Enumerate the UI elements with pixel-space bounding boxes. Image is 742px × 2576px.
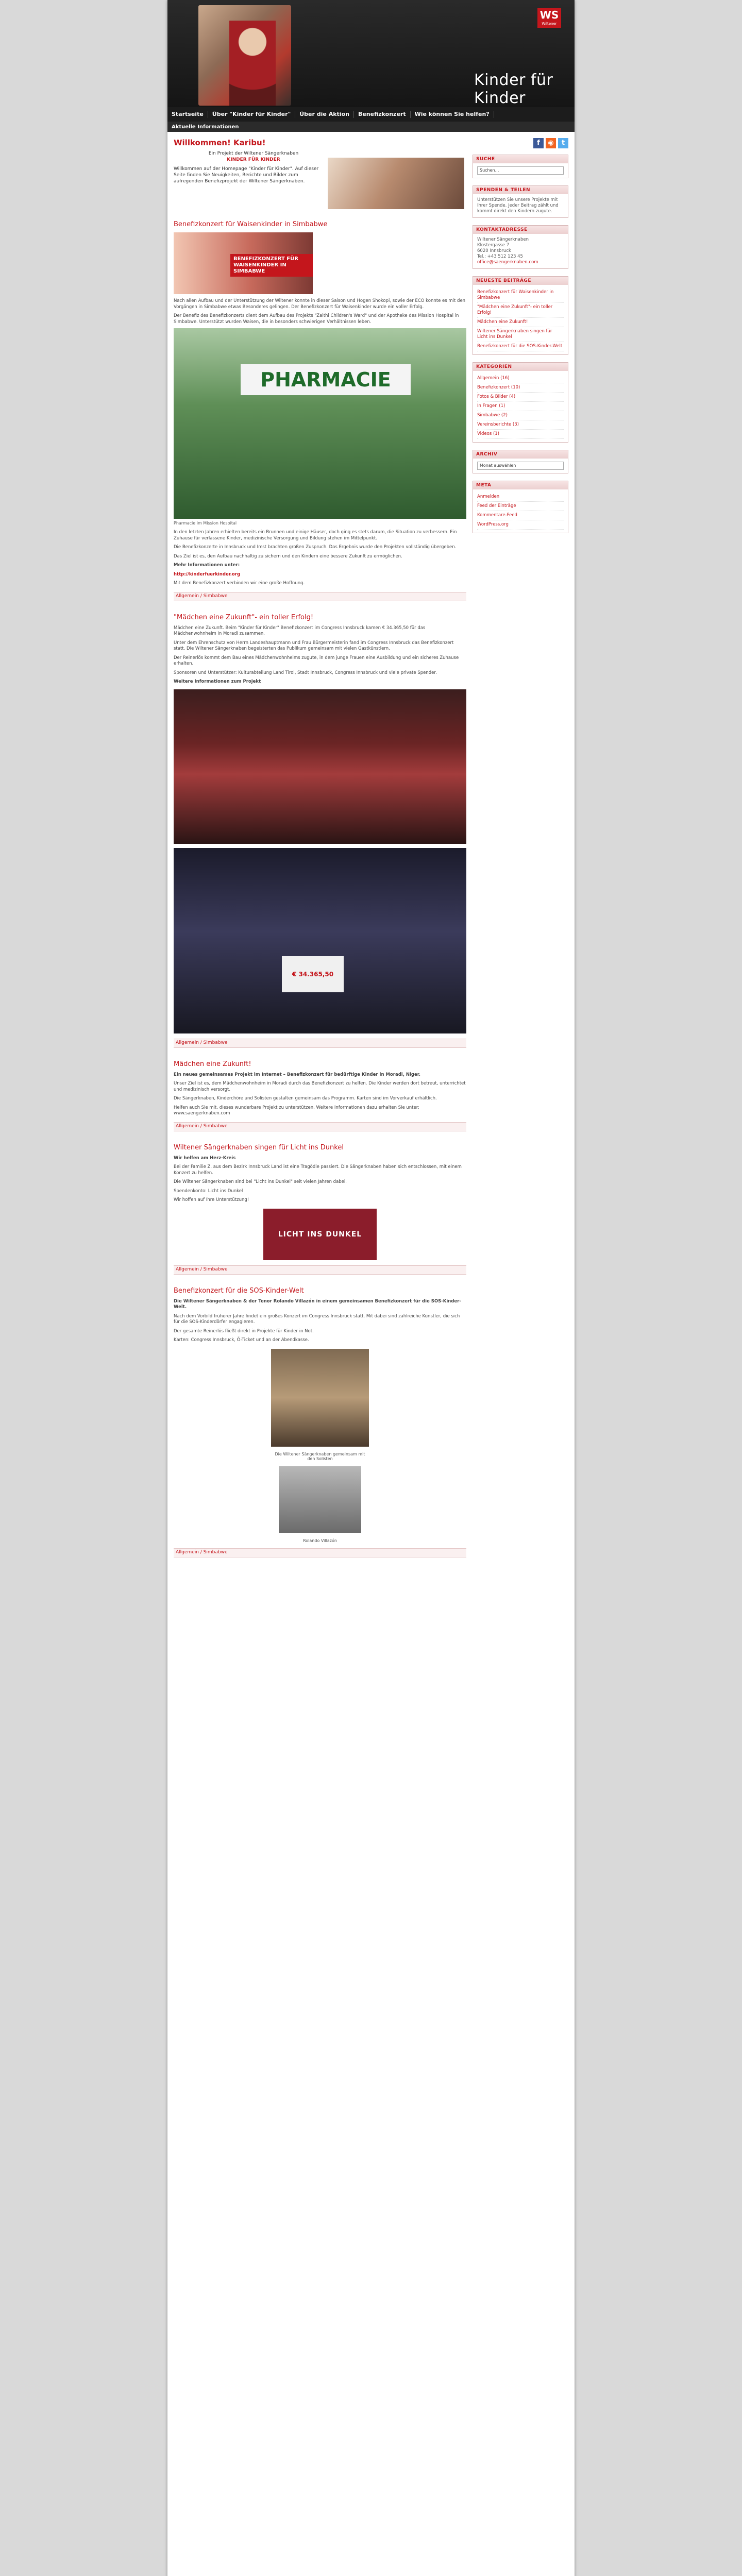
box-title: KONTAKTADRESSE: [473, 226, 568, 234]
post-title[interactable]: Benefizkonzert für die SOS-Kinder-Welt: [174, 1286, 304, 1295]
site-logo[interactable]: [537, 8, 561, 28]
post-paragraph: Die Wiltener Sängerknaben & der Tenor Rolando Villazón in einem gemeinsamen Benefizkonzert für die SOS-Kinder-Welt.: [174, 1298, 461, 1310]
box-title: NEUESTE BEITRÄGE: [473, 277, 568, 285]
nav-item-startseite[interactable]: Startseite: [167, 111, 208, 118]
header-banner: [167, 0, 575, 107]
nav-item-helfen[interactable]: Wie können Sie helfen?: [411, 111, 494, 118]
recent-posts-box: [473, 276, 568, 355]
recent-post-link[interactable]: Benefizkonzert für Waisenkinder in Simbabwe: [477, 288, 564, 303]
post-paragraph: Unser Ziel ist es, dem Mädchenwohnheim in Moradi durch das Benefizkonzert zu helfen. Die Kinder werden dort betreut, unterrichtet und medizinisch versorgt.: [174, 1081, 466, 1092]
recent-post-link[interactable]: Benefizkonzert für die SOS-Kinder-Welt: [477, 342, 564, 351]
post-paragraph: Helfen auch Sie mit, dieses wunderbare Projekt zu unterstützen. Weitere Informationen dazu erhalten Sie unter: www.saengerknaben.com: [174, 1105, 419, 1116]
post-paragraph: Der gesamte Reinerlös fließt direkt in Projekte für Kinder in Not.: [174, 1328, 314, 1334]
box-title: KATEGORIEN: [473, 363, 568, 371]
box-title: SPENDEN & TEILEN: [473, 186, 568, 194]
meta-link[interactable]: Kommentare-Feed: [477, 511, 564, 520]
recent-post-link[interactable]: Wiltener Sängerknaben singen für Licht ins Dunkel: [477, 327, 564, 342]
welcome-line-1: Ein Projekt der Wiltener Sängerknaben: [208, 151, 299, 156]
post-meta[interactable]: Allgemein / Simbabwe: [174, 1548, 466, 1557]
post-paragraph: Spendenkonto: Licht ins Dunkel: [174, 1188, 243, 1194]
box-title: SUCHE: [473, 155, 568, 163]
post-paragraph: Die Wiltener Sängerknaben sind bei "Licht ins Dunkel" seit vielen Jahren dabei.: [174, 1179, 347, 1184]
meta-link[interactable]: Feed der Einträge: [477, 502, 564, 511]
post-meta[interactable]: Allgemein / Simbabwe: [174, 1265, 466, 1275]
contact-box: [473, 225, 568, 269]
post-paragraph: Mädchen eine Zukunft. Beim "Kinder für Kinder" Benefizkonzert im Congress Innsbruck kamen € 34.365,50 für das Mädchenwohnheim in Moradi zusammen.: [174, 625, 426, 636]
welcome-section: [174, 150, 466, 212]
logo-subtext: Wiltener: [542, 22, 557, 26]
subnav-item-aktuell[interactable]: Aktuelle Informationen: [172, 124, 239, 130]
welcome-photo: [328, 158, 464, 209]
page-frame: [167, 0, 575, 2576]
category-link[interactable]: Benefizkonzert (10): [477, 383, 564, 393]
welcome-intro: [179, 150, 328, 163]
meta-box: [473, 481, 568, 533]
post-paragraph: Wir hoffen auf Ihre Unterstützung!: [174, 1197, 249, 1202]
check-card: € 34.365,50: [282, 956, 344, 992]
category-link[interactable]: Simbabwe (2): [477, 411, 564, 420]
nav-item-aktion[interactable]: Über die Aktion: [295, 111, 354, 118]
post-maedchen-erfolg: [174, 614, 466, 1048]
donation-text: Unterstützen Sie unsere Projekte mit Ihrer Spende. Jeder Beitrag zählt und kommt direkt den Kindern zugute.: [477, 197, 559, 214]
benefiz-banner-image: [174, 232, 313, 294]
post-paragraph: Mehr Informationen unter:: [174, 563, 240, 568]
search-input[interactable]: Suchen...: [477, 166, 564, 175]
banner-photo-child: [229, 21, 276, 106]
post-meta[interactable]: Allgemein / Simbabwe: [174, 1039, 466, 1048]
welcome-body: Willkommen auf der Homepage "Kinder für Kinder". Auf dieser Seite finden Sie Neuigkeiten, Berichte und Bilder zum aufregenden Benefizprojekt der Wiltener Sängerknaben.: [174, 166, 319, 184]
post-sos: [174, 1287, 466, 1557]
box-title: ARCHIV: [473, 450, 568, 459]
post-paragraph: Mit dem Benefizkonzert verbinden wir eine große Hoffnung.: [174, 581, 305, 586]
category-link[interactable]: In Fragen (1): [477, 402, 564, 411]
box-title: META: [473, 481, 568, 489]
post-paragraph: Nach dem Vorbild früherer Jahre findet ein großes Konzert im Congress Innsbruck statt. Mit dabei sind zahlreiche Künstler, die sich für die SOS-Kinderdörfer engagieren.: [174, 1313, 460, 1325]
contact-line: Tel.: +43 512 123 45: [477, 254, 523, 259]
post-paragraph: Der Reinerlös kommt dem Bau eines Mädchenwohnheims zugute, in dem junge Frauen eine Ausbildung und ein sicheres Zuhause erhalten.: [174, 655, 459, 666]
licht-ins-dunkel-logo: LICHT INS DUNKEL: [263, 1209, 377, 1260]
nav-item-benefizkonzert[interactable]: Benefizkonzert: [354, 111, 411, 118]
logo-text: WS: [539, 9, 559, 21]
page-title: Willkommen! Karibu!: [174, 138, 266, 147]
post-paragraph: Sponsoren und Unterstützer: Kulturabteilung Land Tirol, Stadt Innsbruck, Congress Innsbruck und viele private Spender.: [174, 670, 437, 675]
post-paragraph: Die Sängerknaben, Kinderchöre und Solisten gestalten gemeinsam das Programm. Karten sind im Vorverkauf erhältlich.: [174, 1096, 437, 1101]
meta-link[interactable]: WordPress.org: [477, 520, 564, 530]
search-box: [473, 155, 568, 178]
post-paragraph: Nach allen Aufbau und der Unterstützung der Wiltener konnte in dieser Saison und Hogen Shokopi, sowie der ECO konnte es mit den Vorgängen in Simbabwe etwas Besonderes gelingen. Der Benefizkonzert für Waisenkinder wurde ein voller Erfolg.: [174, 298, 466, 310]
contact-line: Wiltener Sängerknaben: [477, 237, 529, 242]
sos-photo: [271, 1349, 369, 1447]
contact-line: Klostergasse 7: [477, 243, 510, 248]
photo-caption: Pharmacie im Mission Hospital: [174, 521, 237, 526]
villazon-photo: [279, 1466, 361, 1533]
sub-nav: [167, 122, 575, 132]
photo-caption: Die Wiltener Sängerknaben gemeinsam mit den Solisten: [275, 1451, 365, 1461]
social-icons: [473, 138, 568, 148]
recent-post-link[interactable]: Mädchen eine Zukunft!: [477, 318, 564, 327]
post-paragraph: Der Benefiz des Benefizkonzerts dient dem Aufbau des Projekts "Zaithi Children's Ward" und der Apotheke des Mission Hospital in Simbabwe. Unterstützt wurden Waisen, die in besonders schwierigen Verhältnissen leben.: [174, 313, 459, 325]
gala-photo: [174, 848, 466, 1033]
archive-select[interactable]: Monat auswählen: [477, 462, 564, 470]
post-paragraph: Karten: Congress Innsbruck, Ö-Ticket und an der Abendkasse.: [174, 1337, 309, 1343]
category-link[interactable]: Vereinsberichte (3): [477, 420, 564, 430]
post-title[interactable]: Benefizkonzert für Waisenkinder in Simbabwe: [174, 221, 328, 228]
post-meta[interactable]: Allgemein / Simbabwe: [174, 1122, 466, 1131]
recent-post-link[interactable]: "Mädchen eine Zukunft"- ein toller Erfolg!: [477, 303, 564, 318]
post-simbabwe: [174, 221, 466, 601]
donation-box: [473, 185, 568, 218]
rss-icon[interactable]: ◉: [546, 138, 556, 148]
post-paragraph: Die Benefizkonzerte in Innsbruck und Imst brachten großen Zuspruch. Das Ergebnis wurde den Projekten vollständig übergeben.: [174, 545, 457, 550]
post-title[interactable]: Mädchen eine Zukunft!: [174, 1060, 251, 1068]
post-licht-ins-dunkel: [174, 1144, 466, 1275]
post-contact[interactable]: Weitere Informationen zum Projekt: [174, 679, 261, 684]
pharmacie-photo: [174, 328, 466, 519]
site-title: Kinder für Kinder: [474, 71, 553, 107]
nav-item-about[interactable]: Über "Kinder für Kinder": [208, 111, 295, 118]
post-title[interactable]: Wiltener Sängerknaben singen für Licht ins Dunkel: [174, 1143, 344, 1151]
post-maedchen: [174, 1060, 466, 1131]
post-title[interactable]: "Mädchen eine Zukunft"- ein toller Erfolg!: [174, 613, 314, 621]
twitter-icon[interactable]: t: [558, 138, 568, 148]
photo-caption: Rolando Villazón: [303, 1538, 337, 1543]
facebook-icon[interactable]: f: [533, 138, 544, 148]
main-nav: [167, 107, 575, 122]
concert-photo: [174, 689, 466, 844]
contact-email[interactable]: office@saengerknaben.com: [477, 260, 538, 265]
post-paragraph: Unter dem Ehrenschutz von Herrn Landeshauptmann und Frau Bürgermeisterin fand im Congress Innsbruck das Benefizkonzert statt. Die Wiltener Sängerknaben begeisterten das Publikum gemeinsam mit vielen Gastkünstlern.: [174, 640, 454, 651]
main-content: [174, 138, 466, 1570]
post-link[interactable]: http://kinderfuerkinder.org: [174, 571, 241, 577]
category-link[interactable]: Fotos & Bilder (4): [477, 393, 564, 402]
category-link[interactable]: Allgemein (16): [477, 374, 564, 383]
category-link[interactable]: Videos (1): [477, 430, 564, 439]
welcome-line-2: KINDER FÜR KINDER: [227, 157, 280, 162]
archive-box: [473, 450, 568, 473]
post-meta[interactable]: Allgemein / Simbabwe: [174, 592, 466, 601]
post-paragraph: Ein neues gemeinsames Projekt im Internet – Benefizkonzert für bedürftige Kinder in Moradi, Niger.: [174, 1072, 420, 1077]
meta-link[interactable]: Anmelden: [477, 493, 564, 502]
categories-box: [473, 362, 568, 443]
contact-line: 6020 Innsbruck: [477, 248, 511, 253]
sidebar: [473, 138, 568, 540]
post-paragraph: Das Ziel ist es, den Aufbau nachhaltig zu sichern und den Kindern eine bessere Zukunft zu ermöglichen.: [174, 553, 402, 559]
benefiz-banner-text: BENEFIZKONZERT FÜR WAISENKINDER IN SIMBABWE: [230, 254, 313, 277]
pharmacie-sign: PHARMACIE: [241, 364, 411, 395]
post-paragraph: Wir helfen am Herz-Kreis: [174, 1155, 236, 1161]
post-paragraph: In den letzten Jahren erhielten bereits ein Brunnen und einige Häuser, doch ging es stets darum, die Situation zu verbessern. Ein Zuhause für verlassene Kinder, medizinische Versorgung und Bildung stehen im Mittelpunkt.: [174, 530, 457, 541]
post-paragraph: Bei der Familie Z. aus dem Bezirk Innsbruck Land ist eine Tragödie passiert. Die Sängerknaben haben sich entschlossen, mit einem Konzert zu helfen.: [174, 1164, 462, 1176]
